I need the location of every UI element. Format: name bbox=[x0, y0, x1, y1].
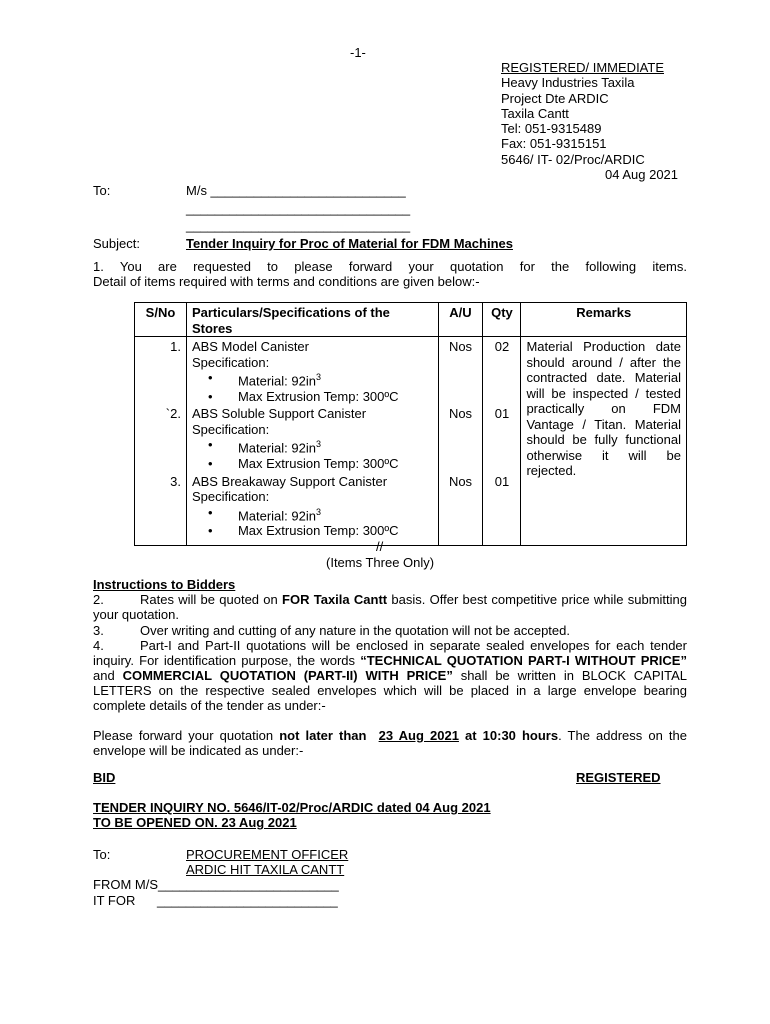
row-2-au: Nos bbox=[438, 404, 483, 471]
items-table bbox=[134, 302, 687, 546]
instruction-3-text: Over writing and cutting of any nature in the quotation will not be accepted. bbox=[140, 623, 570, 638]
deadline-paragraph bbox=[93, 728, 687, 758]
addressee-line-1: M/s ___________________________ bbox=[186, 183, 406, 198]
row-1-sno: 1. bbox=[135, 337, 187, 405]
bullet-icon: • bbox=[207, 504, 213, 520]
row-2-sno: `2. bbox=[135, 404, 187, 471]
header-particulars: Particulars/Specifications of the Stores bbox=[186, 303, 438, 337]
addressee-line-3: _______________________________ bbox=[186, 218, 411, 233]
row-1-qty: 02 bbox=[483, 337, 521, 405]
deadline-gap bbox=[366, 728, 378, 743]
row-3-item-name: ABS Breakaway Support Canister bbox=[191, 473, 388, 489]
row-3-spec-label: Specification: bbox=[191, 489, 270, 505]
list-item bbox=[207, 523, 433, 539]
items-count: (Items Three Only) bbox=[326, 555, 435, 570]
end-slashes: // bbox=[376, 539, 384, 554]
deadline-text-b: . The address on the envelope will be indicated as under:- bbox=[93, 728, 687, 758]
remarks-cell: Material Production date should around / after the contracted date. Material will be inspected / tested practically on FDM Vantage / Titan. Material should be fully functional otherwise it will be rejected. bbox=[521, 337, 687, 546]
list-item bbox=[207, 437, 433, 456]
instruction-2-bold: FOR Taxila Cantt bbox=[282, 592, 388, 607]
row-1-particulars bbox=[186, 337, 438, 405]
row-3-qty: 01 bbox=[483, 472, 521, 546]
instruction-4-bold-2: COMMERCIAL QUOTATION (PART-II) WITH PRICE” bbox=[122, 668, 453, 683]
sender-directorate: Project Dte ARDIC bbox=[501, 91, 609, 106]
superscript: 3 bbox=[315, 372, 321, 382]
letter-date: 04 Aug 2021 bbox=[605, 167, 679, 182]
bullet-icon: • bbox=[207, 437, 213, 453]
sender-city: Taxila Cantt bbox=[501, 106, 569, 121]
instruction-3-number: 3. bbox=[93, 623, 104, 638]
row-2-particulars bbox=[186, 404, 438, 471]
row-1-spec-list bbox=[192, 370, 433, 404]
row-1-item-name: ABS Model Canister bbox=[191, 339, 309, 354]
instruction-4-text-b: and bbox=[93, 668, 123, 683]
spec-material: Material: 92in bbox=[237, 373, 316, 389]
opening-date: TO BE OPENED ON. 23 Aug 2021 bbox=[93, 815, 297, 830]
instruction-4-bold-1: “TECHNICAL QUOTATION PART-I WITHOUT PRICE” bbox=[360, 653, 687, 668]
header-remarks: Remarks bbox=[521, 303, 687, 337]
spec-extrusion-temp: Max Extrusion Temp: 300ºC bbox=[237, 456, 399, 472]
superscript: 3 bbox=[315, 439, 321, 450]
list-item bbox=[207, 456, 433, 472]
instruction-4-text-c: shall be written in BLOCK CAPITAL LETTERS on the respective sealed envelopes which will be placed in a large envelope bearing complete details of the tender as under:- bbox=[93, 668, 687, 713]
deadline-not-later: not later than bbox=[279, 728, 367, 743]
spec-material: Material: 92in bbox=[237, 507, 316, 523]
addressee-line-2: _______________________________ bbox=[186, 201, 411, 216]
to-label: To: bbox=[93, 183, 111, 198]
reference-number: 5646/ IT- 02/Proc/ARDIC bbox=[501, 152, 645, 167]
it-for-field: IT FOR _________________________ bbox=[93, 893, 338, 908]
para-1-line-2: Detail of items required with terms and conditions are given below:- bbox=[93, 274, 480, 289]
para-1-line-1: 1. You are requested to please forward your quotation for the following items. bbox=[93, 259, 687, 274]
row-2-spec-label: Specification: bbox=[191, 421, 270, 437]
row-3-au: Nos bbox=[438, 472, 483, 546]
envelope-recipient-line-2: ARDIC HIT TAXILA CANTT bbox=[186, 862, 345, 877]
registered-immediate-label: REGISTERED/ IMMEDIATE bbox=[501, 60, 664, 75]
row-1-spec-label: Specification: bbox=[191, 354, 270, 370]
row-2-qty: 01 bbox=[483, 404, 521, 471]
header-sno: S/No bbox=[135, 303, 187, 337]
sender-tel: Tel: 051-9315489 bbox=[501, 121, 602, 136]
envelope-recipient-line-1: PROCUREMENT OFFICER bbox=[186, 847, 349, 862]
instruction-4 bbox=[93, 638, 687, 713]
instruction-2-text-b: basis. Offer best competitive price while submitting your quotation. bbox=[93, 592, 687, 622]
spec-extrusion-temp: Max Extrusion Temp: 300ºC bbox=[237, 388, 399, 404]
envelope-to-label: To: bbox=[93, 847, 111, 862]
sender-fax: Fax: 051-9315151 bbox=[501, 136, 607, 151]
row-3-particulars bbox=[186, 472, 438, 546]
spec-material: Material: 92in bbox=[237, 440, 316, 456]
instruction-4-text-a: Part-I and Part-II quotations will be enclosed in separate sealed envelopes for each tender inquiry. For identification purpose, the words bbox=[93, 638, 687, 668]
bid-label: BID bbox=[93, 770, 116, 785]
header-qty: Qty bbox=[483, 303, 521, 337]
instruction-2-text-a: Rates will be quoted on bbox=[140, 592, 283, 607]
tender-inquiry-number: TENDER INQUIRY NO. 5646/IT-02/Proc/ARDIC dated 04 Aug 2021 bbox=[93, 800, 491, 815]
instruction-4-number: 4. bbox=[93, 638, 104, 653]
row-2-spec-list bbox=[192, 437, 433, 471]
table-header-row bbox=[135, 303, 687, 337]
sender-org: Heavy Industries Taxila bbox=[501, 75, 635, 90]
bullet-icon: • bbox=[207, 370, 213, 385]
instruction-3 bbox=[93, 623, 570, 638]
row-3-spec-list bbox=[192, 505, 433, 539]
subject-label: Subject: bbox=[93, 236, 140, 251]
row-1-au: Nos bbox=[438, 337, 483, 405]
superscript: 3 bbox=[315, 506, 321, 517]
bullet-icon: • bbox=[207, 456, 213, 472]
bullet-icon: • bbox=[207, 388, 213, 404]
instruction-2-number: 2. bbox=[93, 592, 104, 607]
bullet-icon: • bbox=[207, 523, 213, 539]
registered-label: REGISTERED bbox=[576, 770, 661, 785]
row-2-item-name: ABS Soluble Support Canister bbox=[191, 406, 367, 422]
deadline-text-a: Please forward your quotation bbox=[93, 728, 280, 743]
list-item bbox=[207, 370, 433, 389]
table-row bbox=[135, 337, 687, 405]
row-3-sno: 3. bbox=[135, 472, 187, 546]
instructions-heading: Instructions to Bidders bbox=[93, 577, 236, 592]
list-item bbox=[207, 504, 433, 524]
spec-extrusion-temp: Max Extrusion Temp: 300ºC bbox=[237, 523, 399, 539]
list-item bbox=[207, 388, 433, 405]
deadline-date: 23 Aug 2021 bbox=[378, 728, 459, 743]
subject-text: Tender Inquiry for Proc of Material for FDM Machines bbox=[186, 236, 513, 251]
header-au: A/U bbox=[438, 303, 483, 337]
from-field: FROM M/S_________________________ bbox=[93, 877, 339, 892]
deadline-time: at 10:30 hours bbox=[458, 728, 559, 743]
page-number: -1- bbox=[350, 45, 366, 60]
instruction-2 bbox=[93, 592, 687, 622]
